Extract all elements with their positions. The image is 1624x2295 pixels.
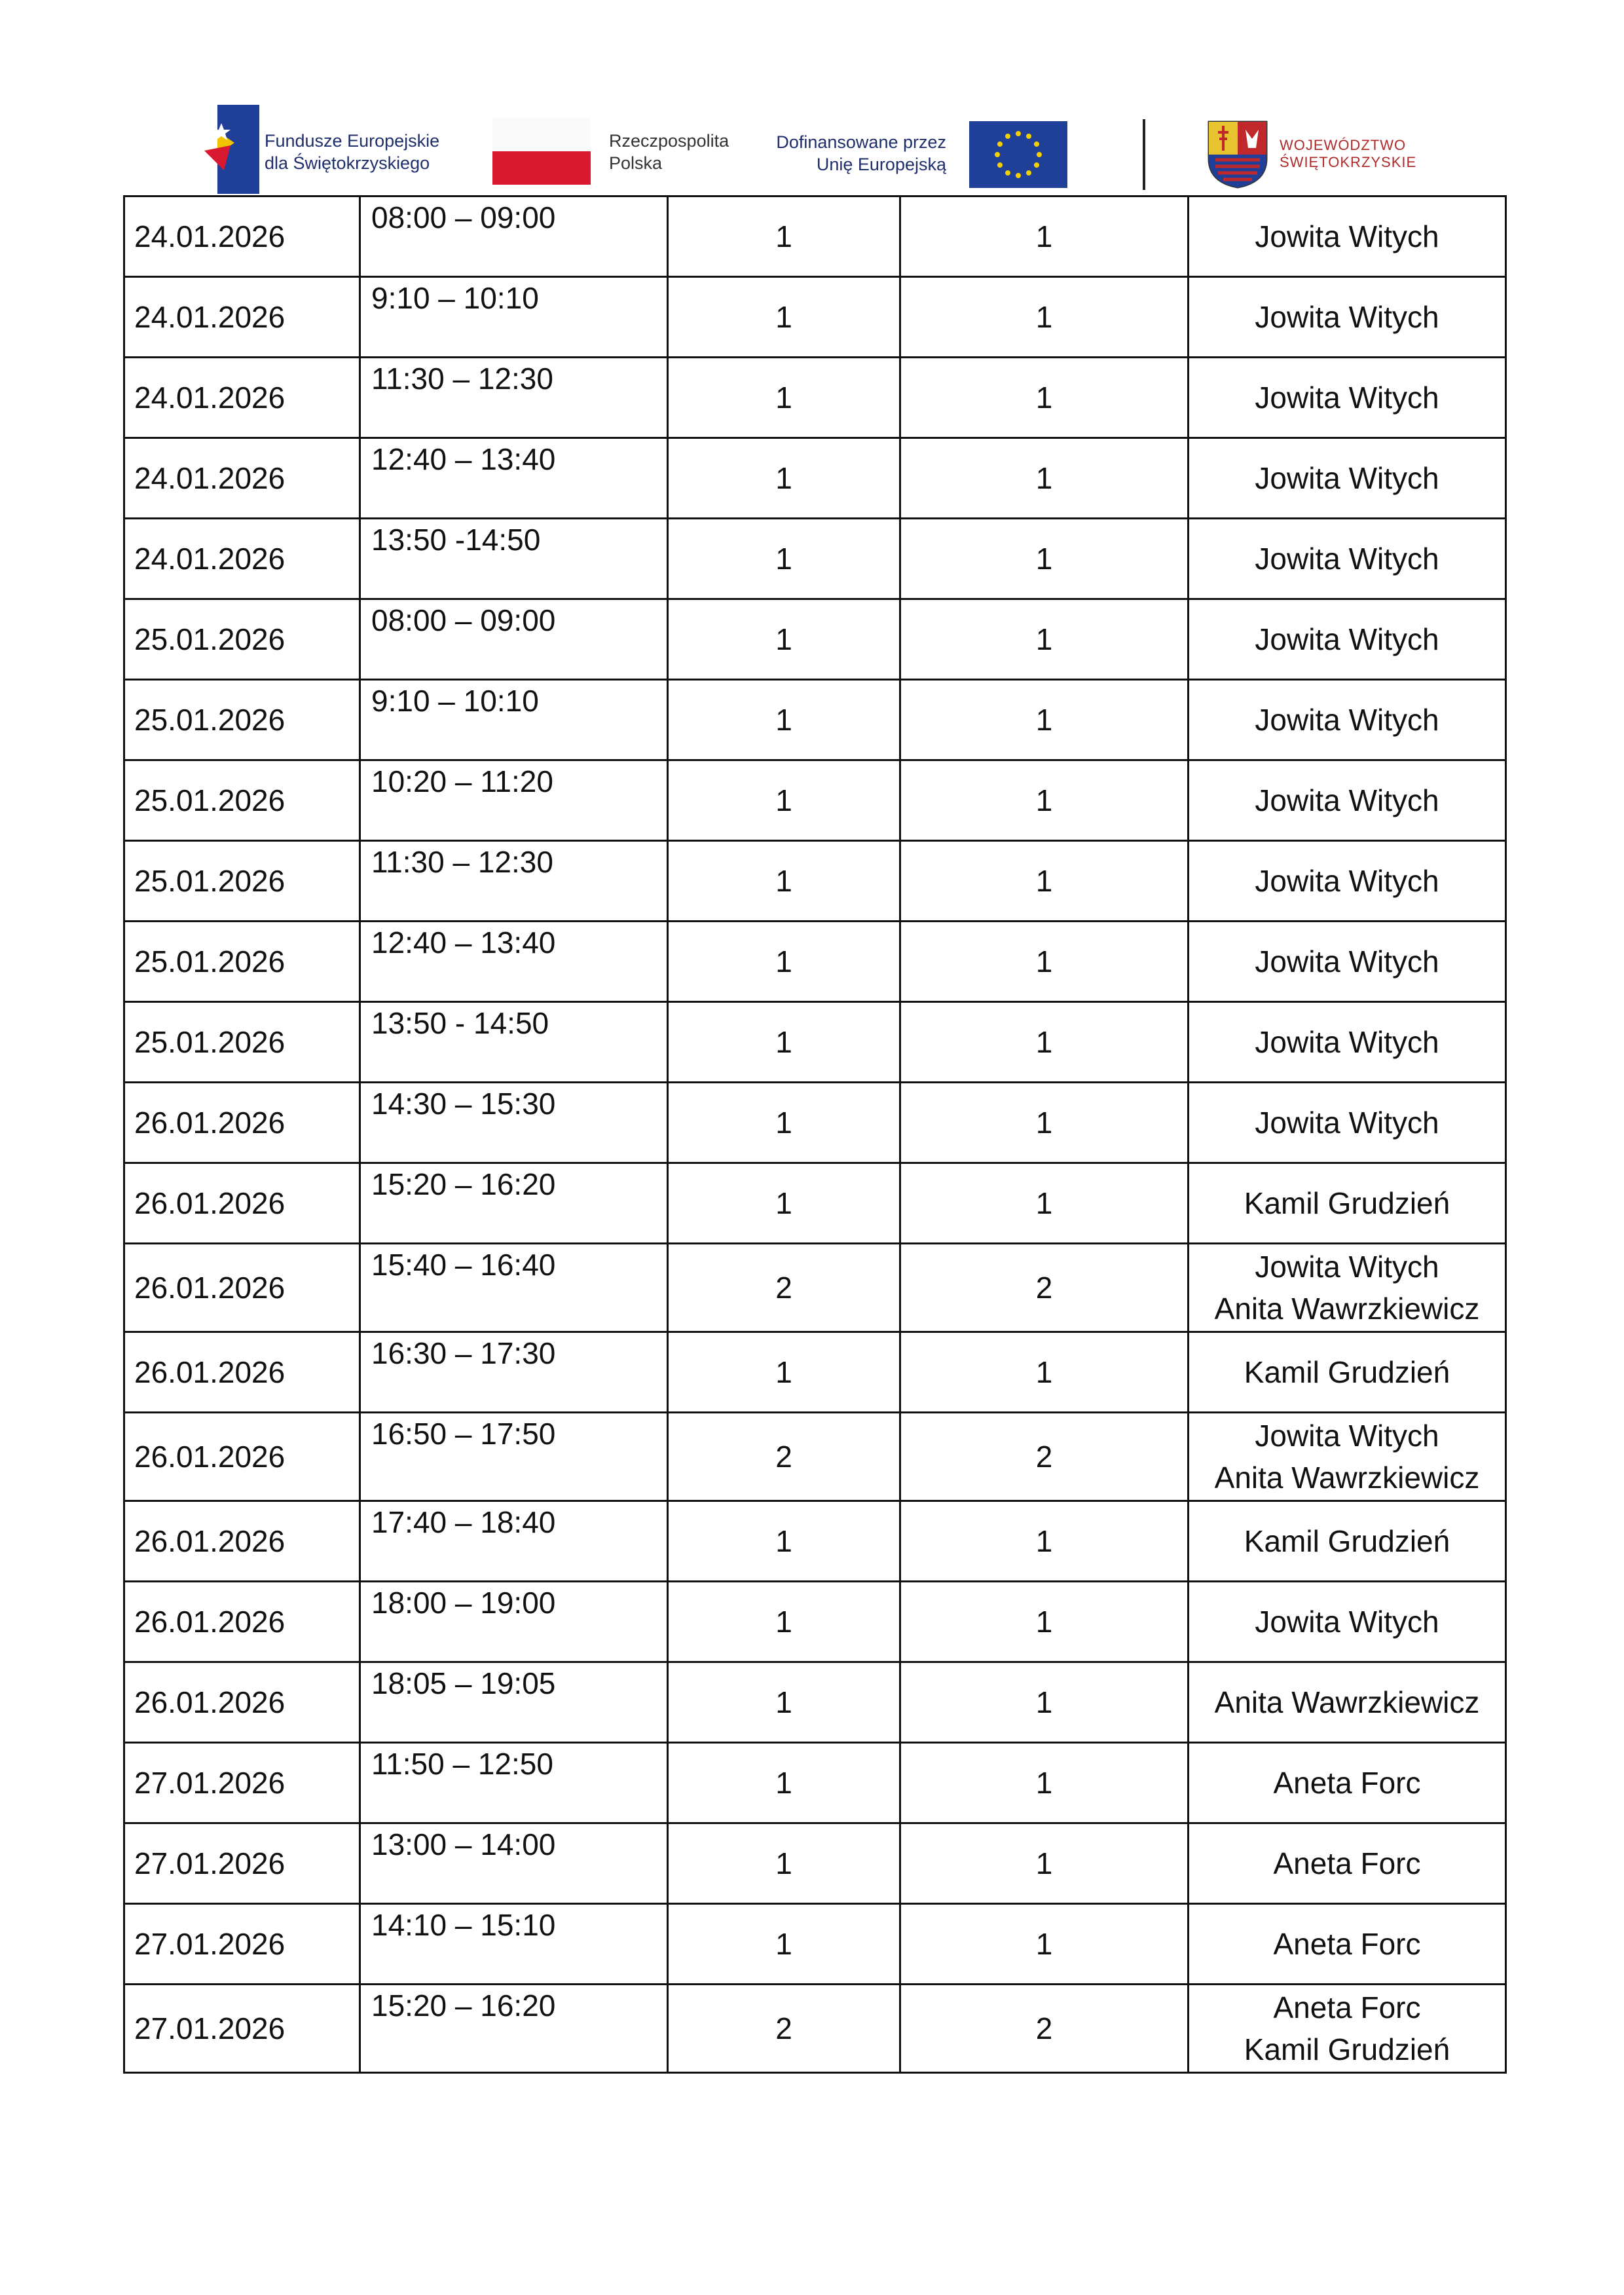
count-cell-b: [900, 1985, 1189, 2073]
count-cell-b-text: 1: [1035, 1605, 1053, 1639]
date-cell-text: 24.01.2026: [134, 300, 286, 334]
date-cell-text: 26.01.2026: [134, 1605, 286, 1639]
date-cell-text: 26.01.2026: [134, 1685, 286, 1719]
time-cell: [360, 1662, 668, 1743]
table-row: [124, 1332, 1506, 1413]
count-cell-a: [668, 599, 900, 680]
count-cell-b: [900, 1582, 1189, 1662]
count-cell-b: [900, 438, 1189, 519]
time-cell: [360, 1002, 668, 1083]
rp-logo-line1: Rzeczpospolita: [609, 131, 729, 151]
time-cell: [360, 1582, 668, 1662]
count-cell-a-text: 1: [775, 703, 792, 737]
count-cell-a: [668, 1904, 900, 1985]
woj-logo-line1: WOJEWÓDZTWO: [1280, 137, 1407, 153]
count-cell-a-text: 2: [775, 2011, 792, 2045]
table-row: [124, 519, 1506, 599]
rzeczpospolita-polska-logo: [492, 118, 754, 190]
eu-logo-line2: Unię Europejską: [816, 155, 946, 174]
count-cell-a-text: 1: [775, 1106, 792, 1140]
time-cell-text: 13:50 -14:50: [371, 523, 541, 557]
count-cell-b: [900, 358, 1189, 438]
date-cell-text: 24.01.2026: [134, 219, 286, 253]
count-cell-a: [668, 922, 900, 1002]
date-cell: [124, 1083, 360, 1163]
instructor-cell: [1189, 358, 1506, 438]
time-cell: [360, 760, 668, 841]
count-cell-a-text: 1: [775, 1524, 792, 1558]
time-cell: [360, 1904, 668, 1985]
count-cell-a: [668, 1163, 900, 1244]
instructor-cell: [1189, 760, 1506, 841]
instructor-name: Aneta Forc: [1273, 1846, 1421, 1880]
count-cell-b-text: 1: [1035, 381, 1053, 415]
logo-divider: [1143, 119, 1145, 190]
count-cell-a-text: 1: [775, 783, 792, 817]
table-row: [124, 760, 1506, 841]
count-cell-a-text: 1: [775, 461, 792, 495]
count-cell-a-text: 1: [775, 944, 792, 979]
count-cell-a: [668, 1823, 900, 1904]
time-cell-text: 9:10 – 10:10: [371, 281, 539, 315]
instructor-cell: [1189, 196, 1506, 277]
count-cell-b-text: 1: [1035, 542, 1053, 576]
time-cell-text: 11:50 – 12:50: [371, 1747, 553, 1781]
count-cell-b: [900, 841, 1189, 922]
instructor-cell: [1189, 1662, 1506, 1743]
count-cell-a: [668, 1244, 900, 1332]
count-cell-a: [668, 1743, 900, 1823]
count-cell-a: [668, 1002, 900, 1083]
time-cell-text: 9:10 – 10:10: [371, 684, 539, 718]
table-row: [124, 277, 1506, 358]
time-cell-text: 16:50 – 17:50: [371, 1417, 556, 1451]
date-cell: [124, 1582, 360, 1662]
date-cell-text: 25.01.2026: [134, 944, 286, 979]
count-cell-a: [668, 277, 900, 358]
date-cell: [124, 438, 360, 519]
instructor-cell: [1189, 1413, 1506, 1501]
time-cell-text: 18:00 – 19:00: [371, 1586, 556, 1620]
fe-logo-line1: Fundusze Europejskie: [265, 131, 440, 151]
instructor-name: Jowita Witych: [1255, 1025, 1439, 1059]
count-cell-a: [668, 438, 900, 519]
date-cell: [124, 1002, 360, 1083]
count-cell-b: [900, 1244, 1189, 1332]
count-cell-b: [900, 1823, 1189, 1904]
instructor-name: Kamil Grudzień: [1244, 1186, 1450, 1220]
count-cell-b-text: 1: [1035, 300, 1053, 334]
count-cell-b-text: 2: [1035, 1271, 1053, 1305]
date-cell-text: 24.01.2026: [134, 461, 286, 495]
time-cell: [360, 519, 668, 599]
instructor-cell: [1189, 1582, 1506, 1662]
time-cell-text: 17:40 – 18:40: [371, 1505, 556, 1539]
instructor-name: Kamil Grudzień: [1244, 1355, 1450, 1389]
time-cell-text: 16:30 – 17:30: [371, 1336, 556, 1370]
time-cell: [360, 1743, 668, 1823]
count-cell-a: [668, 1413, 900, 1501]
instructor-cell: [1189, 1083, 1506, 1163]
date-cell-text: 25.01.2026: [134, 1025, 286, 1059]
table-row: [124, 1163, 1506, 1244]
count-cell-b: [900, 1501, 1189, 1582]
time-cell: [360, 196, 668, 277]
count-cell-a: [668, 760, 900, 841]
count-cell-a-text: 1: [775, 1355, 792, 1389]
date-cell-text: 27.01.2026: [134, 1927, 286, 1961]
count-cell-a: [668, 680, 900, 760]
count-cell-b-text: 1: [1035, 1106, 1053, 1140]
instructor-name: Jowita Witych: [1255, 703, 1439, 737]
count-cell-b: [900, 1163, 1189, 1244]
date-cell: [124, 1163, 360, 1244]
count-cell-b-text: 1: [1035, 461, 1053, 495]
time-cell: [360, 922, 668, 1002]
count-cell-a-text: 1: [775, 1605, 792, 1639]
date-cell: [124, 358, 360, 438]
instructor-name: Jowita Witych: [1255, 1419, 1439, 1453]
table-row: [124, 1662, 1506, 1743]
eu-flag-icon: [969, 121, 1067, 188]
time-cell: [360, 1332, 668, 1413]
time-cell: [360, 1083, 668, 1163]
time-cell-text: 14:30 – 15:30: [371, 1087, 556, 1121]
date-cell-text: 26.01.2026: [134, 1106, 286, 1140]
instructor-cell: [1189, 438, 1506, 519]
table-row: [124, 196, 1506, 277]
count-cell-b: [900, 1904, 1189, 1985]
date-cell: [124, 1985, 360, 2073]
date-cell: [124, 519, 360, 599]
count-cell-a-text: 2: [775, 1271, 792, 1305]
instructor-name: Anita Wawrzkiewicz: [1214, 1461, 1480, 1495]
count-cell-a-text: 1: [775, 1846, 792, 1880]
date-cell: [124, 922, 360, 1002]
instructor-cell: [1189, 1332, 1506, 1413]
rp-logo-line2: Polska: [609, 153, 663, 173]
time-cell: [360, 841, 668, 922]
time-cell-text: 15:20 – 16:20: [371, 1167, 556, 1201]
time-cell: [360, 599, 668, 680]
date-cell-text: 27.01.2026: [134, 1766, 286, 1800]
date-cell: [124, 1244, 360, 1332]
instructor-name: Jowita Witych: [1255, 1605, 1439, 1639]
time-cell-text: 11:30 – 12:30: [371, 362, 553, 396]
table-row: [124, 1501, 1506, 1582]
count-cell-b: [900, 599, 1189, 680]
date-cell: [124, 1823, 360, 1904]
instructor-cell: [1189, 1985, 1506, 2073]
time-cell-text: 15:20 – 16:20: [371, 1988, 556, 2023]
count-cell-a-text: 1: [775, 1025, 792, 1059]
table-row: [124, 599, 1506, 680]
instructor-cell: [1189, 922, 1506, 1002]
time-cell: [360, 1823, 668, 1904]
count-cell-a: [668, 196, 900, 277]
date-cell-text: 24.01.2026: [134, 381, 286, 415]
count-cell-b-text: 1: [1035, 1025, 1053, 1059]
table-row: [124, 1244, 1506, 1332]
time-cell-text: 10:20 – 11:20: [371, 764, 553, 798]
table-row: [124, 1083, 1506, 1163]
count-cell-a-text: 1: [775, 1766, 792, 1800]
count-cell-b: [900, 196, 1189, 277]
table-row: [124, 680, 1506, 760]
count-cell-b: [900, 1413, 1189, 1501]
count-cell-a: [668, 1662, 900, 1743]
time-cell: [360, 1985, 668, 2073]
count-cell-b-text: 1: [1035, 1846, 1053, 1880]
time-cell: [360, 1163, 668, 1244]
time-cell-text: 14:10 – 15:10: [371, 1908, 556, 1942]
count-cell-a: [668, 1332, 900, 1413]
date-cell: [124, 277, 360, 358]
count-cell-b-text: 1: [1035, 783, 1053, 817]
time-cell: [360, 680, 668, 760]
instructor-cell: [1189, 277, 1506, 358]
time-cell: [360, 1501, 668, 1582]
count-cell-a-text: 1: [775, 1186, 792, 1220]
coat-of-arms-icon: [1206, 119, 1269, 189]
time-cell-text: 08:00 – 09:00: [371, 200, 556, 234]
date-cell-text: 26.01.2026: [134, 1271, 286, 1305]
time-cell: [360, 358, 668, 438]
time-cell-text: 12:40 – 13:40: [371, 925, 556, 960]
instructor-name: Jowita Witych: [1255, 219, 1439, 253]
instructor-cell: [1189, 1501, 1506, 1582]
instructor-cell: [1189, 1904, 1506, 1985]
count-cell-a: [668, 1985, 900, 2073]
date-cell: [124, 760, 360, 841]
count-cell-b: [900, 760, 1189, 841]
time-cell-text: 11:30 – 12:30: [371, 845, 553, 879]
instructor-cell: [1189, 680, 1506, 760]
count-cell-b-text: 1: [1035, 1927, 1053, 1961]
count-cell-b: [900, 1743, 1189, 1823]
date-cell-text: 25.01.2026: [134, 703, 286, 737]
date-cell-text: 24.01.2026: [134, 542, 286, 576]
instructor-cell: [1189, 1163, 1506, 1244]
count-cell-a: [668, 1501, 900, 1582]
date-cell: [124, 1413, 360, 1501]
instructor-cell: [1189, 519, 1506, 599]
count-cell-a: [668, 841, 900, 922]
time-cell: [360, 438, 668, 519]
count-cell-a: [668, 519, 900, 599]
count-cell-b-text: 1: [1035, 1685, 1053, 1719]
date-cell-text: 25.01.2026: [134, 783, 286, 817]
instructor-name: Aneta Forc: [1273, 1766, 1421, 1800]
time-cell-text: 12:40 – 13:40: [371, 442, 556, 476]
schedule-table: [123, 195, 1507, 2074]
date-cell: [124, 1904, 360, 1985]
woj-logo-line2: ŚWIĘTOKRZYSKIE: [1280, 154, 1417, 170]
table-row: [124, 438, 1506, 519]
count-cell-b-text: 1: [1035, 1355, 1053, 1389]
date-cell: [124, 841, 360, 922]
instructor-name: Anita Wawrzkiewicz: [1214, 1685, 1480, 1719]
instructor-name: Jowita Witych: [1255, 783, 1439, 817]
table-row: [124, 922, 1506, 1002]
count-cell-a-text: 1: [775, 542, 792, 576]
count-cell-b-text: 2: [1035, 1440, 1053, 1474]
time-cell-text: 18:05 – 19:05: [371, 1666, 556, 1700]
count-cell-b: [900, 1662, 1189, 1743]
count-cell-a: [668, 1083, 900, 1163]
table-row: [124, 1904, 1506, 1985]
date-cell: [124, 1662, 360, 1743]
header-logos: [0, 0, 1624, 196]
count-cell-a-text: 1: [775, 219, 792, 253]
instructor-name: Anita Wawrzkiewicz: [1214, 1292, 1480, 1326]
date-cell-text: 26.01.2026: [134, 1440, 286, 1474]
instructor-name: Jowita Witych: [1255, 864, 1439, 898]
count-cell-b: [900, 1002, 1189, 1083]
count-cell-b: [900, 1083, 1189, 1163]
count-cell-b: [900, 680, 1189, 760]
date-cell-text: 25.01.2026: [134, 864, 286, 898]
instructor-name: Jowita Witych: [1255, 1106, 1439, 1140]
table-row: [124, 841, 1506, 922]
time-cell-text: 15:40 – 16:40: [371, 1248, 556, 1282]
eu-logo-line1: Dofinansowane przez: [776, 132, 946, 152]
date-cell: [124, 1743, 360, 1823]
count-cell-a-text: 1: [775, 1927, 792, 1961]
table-row: [124, 358, 1506, 438]
count-cell-b-text: 1: [1035, 1766, 1053, 1800]
table-row: [124, 1002, 1506, 1083]
date-cell-text: 26.01.2026: [134, 1186, 286, 1220]
instructor-name: Jowita Witych: [1255, 461, 1439, 495]
date-cell: [124, 599, 360, 680]
count-cell-a: [668, 1582, 900, 1662]
instructor-name: Kamil Grudzień: [1244, 1524, 1450, 1558]
instructor-cell: [1189, 1244, 1506, 1332]
date-cell-text: 26.01.2026: [134, 1524, 286, 1558]
time-cell: [360, 277, 668, 358]
fundusze-europejskie-logo: [204, 105, 466, 196]
count-cell-a-text: 1: [775, 300, 792, 334]
count-cell-b: [900, 519, 1189, 599]
count-cell-a-text: 1: [775, 622, 792, 656]
date-cell: [124, 1332, 360, 1413]
instructor-cell: [1189, 841, 1506, 922]
count-cell-b: [900, 277, 1189, 358]
polish-flag-icon: [492, 118, 591, 185]
table-row: [124, 1823, 1506, 1904]
date-cell-text: 25.01.2026: [134, 622, 286, 656]
instructor-name: Jowita Witych: [1255, 381, 1439, 415]
time-cell-text: 13:00 – 14:00: [371, 1827, 556, 1861]
count-cell-b-text: 1: [1035, 944, 1053, 979]
instructor-cell: [1189, 1743, 1506, 1823]
count-cell-b-text: 1: [1035, 703, 1053, 737]
fe-emblem-icon: [204, 105, 259, 194]
fe-logo-line2: dla Świętokrzyskiego: [265, 153, 430, 173]
table-row: [124, 1413, 1506, 1501]
table-row: [124, 1985, 1506, 2073]
count-cell-b-text: 1: [1035, 1186, 1053, 1220]
count-cell-a-text: 1: [775, 1685, 792, 1719]
instructor-name: Kamil Grudzień: [1244, 2032, 1450, 2066]
instructor-name: Jowita Witych: [1255, 1250, 1439, 1284]
time-cell: [360, 1244, 668, 1332]
instructor-name: Aneta Forc: [1273, 1927, 1421, 1961]
date-cell: [124, 196, 360, 277]
count-cell-b-text: 2: [1035, 2011, 1053, 2045]
instructor-cell: [1189, 1002, 1506, 1083]
count-cell-b-text: 1: [1035, 864, 1053, 898]
count-cell-a-text: 1: [775, 864, 792, 898]
date-cell-text: 27.01.2026: [134, 2011, 286, 2045]
time-cell-text: 08:00 – 09:00: [371, 603, 556, 637]
instructor-cell: [1189, 599, 1506, 680]
time-cell-text: 13:50 - 14:50: [371, 1006, 549, 1040]
instructor-name: Jowita Witych: [1255, 944, 1439, 979]
instructor-name: Jowita Witych: [1255, 300, 1439, 334]
count-cell-a: [668, 358, 900, 438]
count-cell-b-text: 1: [1035, 219, 1053, 253]
date-cell-text: 26.01.2026: [134, 1355, 286, 1389]
wojewodztwo-swietokrzyskie-logo: [1206, 119, 1442, 191]
instructor-name: Jowita Witych: [1255, 542, 1439, 576]
table-row: [124, 1582, 1506, 1662]
instructor-name: Aneta Forc: [1273, 1990, 1421, 2024]
count-cell-a-text: 2: [775, 1440, 792, 1474]
count-cell-b: [900, 922, 1189, 1002]
count-cell-b-text: 1: [1035, 1524, 1053, 1558]
time-cell: [360, 1413, 668, 1501]
date-cell: [124, 680, 360, 760]
count-cell-a-text: 1: [775, 381, 792, 415]
eu-cofunding-logo: [766, 121, 1080, 193]
count-cell-b-text: 1: [1035, 622, 1053, 656]
table-row: [124, 1743, 1506, 1823]
date-cell: [124, 1501, 360, 1582]
date-cell-text: 27.01.2026: [134, 1846, 286, 1880]
instructor-name: Jowita Witych: [1255, 622, 1439, 656]
count-cell-b: [900, 1332, 1189, 1413]
instructor-cell: [1189, 1823, 1506, 1904]
